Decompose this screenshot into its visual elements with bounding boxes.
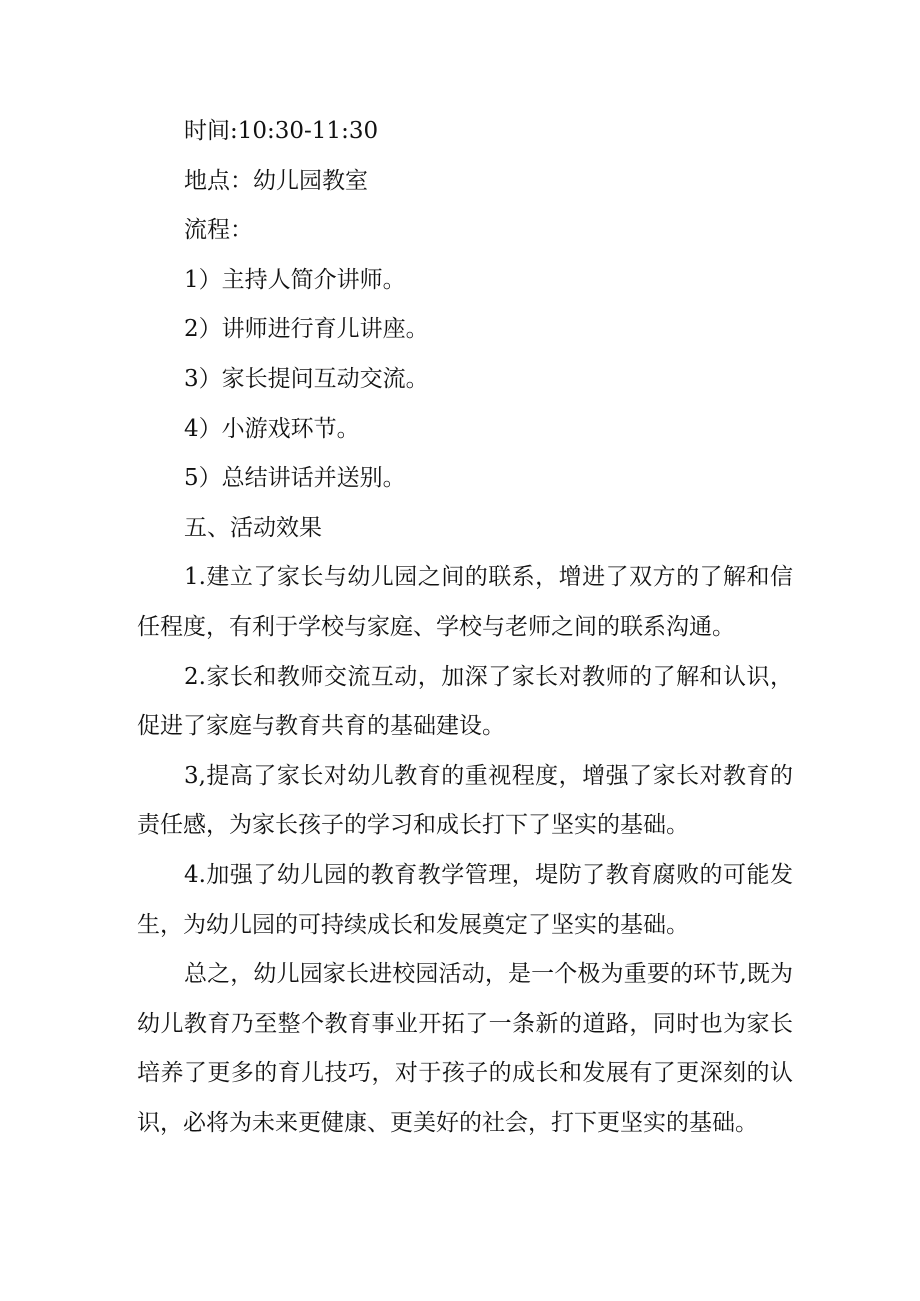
effect-paragraph: 3,提高了家长对幼儿教育的重视程度，增强了家长对教育的责任感，为家长孩子的学习和成长打下了坚实的基础。: [137, 762, 793, 839]
conclusion-paragraph: 总之，幼儿园家长进校园活动，是一个极为重要的环节,既为幼儿教育乃至整个教育事业开拓了一条新的道路，同时也为家长培养了更多的育儿技巧，对于孩子的成长和发展有了更深刻的认识，必将为未来更健康、更美好的社会，打下更坚实的基础。: [137, 961, 793, 1136]
section-heading: 五、活动效果: [184, 514, 322, 541]
location-line: 地点：幼儿园教室: [184, 167, 368, 194]
process-heading: 流程：: [184, 217, 253, 244]
process-step: 4）小游戏环节。: [184, 415, 360, 442]
time-line: 时间:10:30-11:30: [184, 118, 379, 144]
effect-paragraph: 2.家长和教师交流互动，加深了家长对教师的了解和认识，促进了家庭与教育共育的基础建设。: [137, 663, 793, 740]
process-step: 1）主持人简介讲师。: [184, 266, 406, 293]
effect-paragraph: 4.加强了幼儿园的教育教学管理，堤防了教育腐败的可能发生，为幼儿园的可持续成长和发展奠定了坚实的基础。: [137, 861, 793, 938]
process-step: 2）讲师进行育儿讲座。: [184, 316, 429, 343]
process-step: 5）总结讲话并送别。: [184, 465, 406, 492]
document-body: [137, 107, 793, 1148]
process-step: 3）家长提问互动交流。: [184, 365, 429, 392]
effect-paragraph: 1.建立了家长与幼儿园之间的联系，增进了双方的了解和信任程度，有利于学校与家庭、学校与老师之间的联系沟通。: [137, 564, 793, 640]
